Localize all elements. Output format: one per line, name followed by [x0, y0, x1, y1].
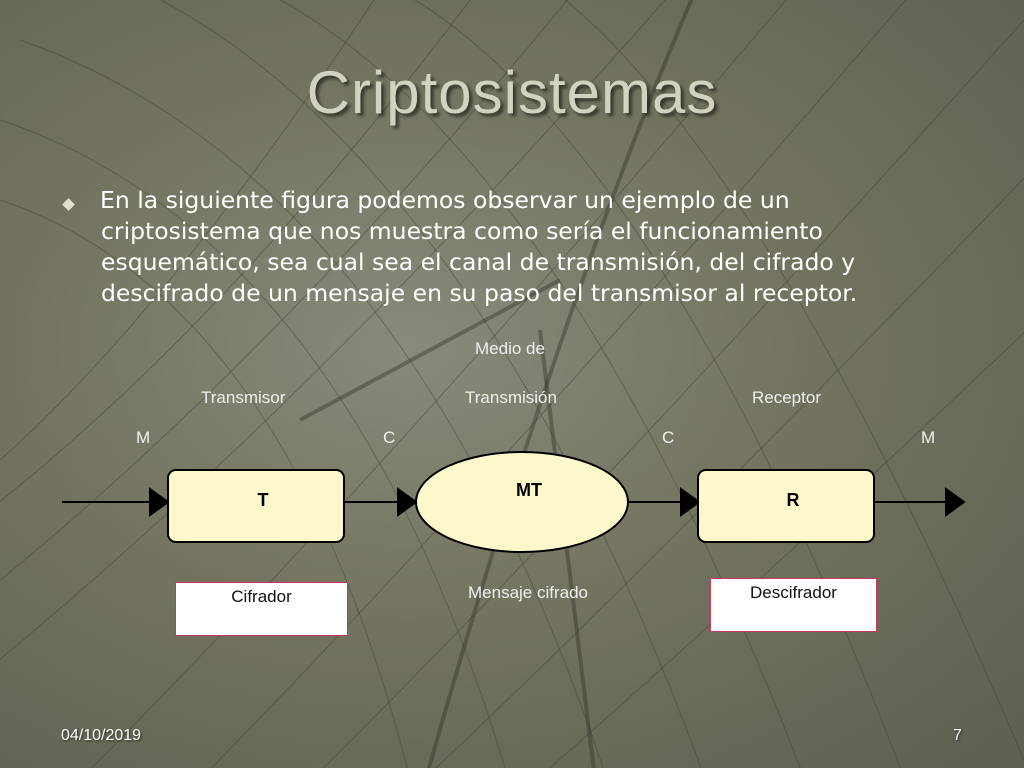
arrow-head-input — [150, 489, 168, 515]
arrow-head-output — [946, 489, 964, 515]
medium-node-label: MT — [516, 480, 542, 500]
footer-date: 04/10/2019 — [61, 727, 142, 744]
transmitter-node — [168, 470, 344, 542]
message-label-right: M — [921, 428, 936, 447]
slide-title: Criptosistemas — [306, 59, 718, 126]
receiver-node-label: R — [786, 490, 800, 510]
arrow-head-mt-r — [681, 489, 699, 515]
message-label-left: M — [136, 428, 151, 447]
cipher-label-left: C — [383, 428, 396, 447]
bullet-text: En la siguiente figura podemos observar un ejemplo de un criptosistema que nos muestra como sería el funcionamiento esquemático, sea cual sea el canal de transmisión, del cifrado y descifrado de un mensaje en su paso del transmisor al receptor. — [100, 186, 858, 307]
medium-node — [416, 452, 628, 552]
receiver-label: Receptor — [752, 388, 821, 407]
medium-label-line2: Transmisión — [465, 388, 557, 407]
transmitter-label: Transmisor — [201, 388, 286, 407]
decipher-box: Descifrador — [710, 578, 877, 632]
cipher-box: Cifrador — [175, 582, 348, 636]
medium-label-line1: Medio de — [475, 339, 545, 358]
cipher-label-right: C — [662, 428, 675, 447]
transmitter-node-label: T — [257, 490, 269, 510]
ciphered-message-label: Mensaje cifrado — [468, 583, 589, 602]
footer-page-number: 7 — [953, 727, 962, 744]
arrow-head-t-mt — [398, 489, 416, 515]
